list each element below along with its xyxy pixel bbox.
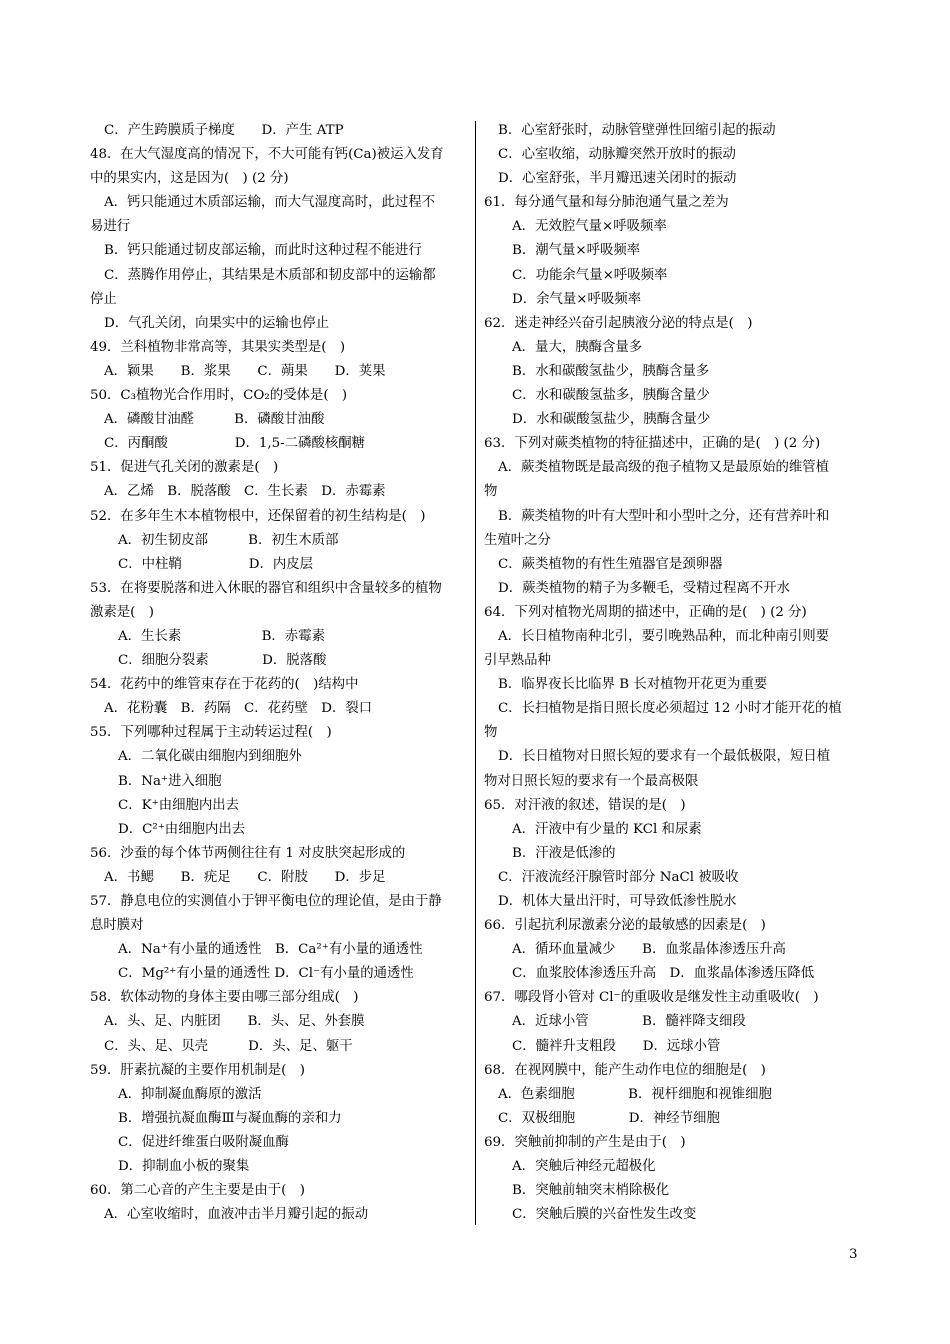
text-line: 激素是( ) (90, 604, 155, 620)
page-number: 3 (849, 1247, 858, 1262)
text-line: C．突触后膜的兴奋性发生改变 (512, 1207, 697, 1223)
text-line: 64．下列对植物光周期的描述中，正确的是( ) (2 分) (484, 604, 807, 620)
text-line: 48．在大气湿度高的情况下，不大可能有钙(Ca)被运入发育 (90, 147, 444, 163)
text-line: 58．软体动物的身体主要由哪三部分组成( ) (90, 990, 359, 1006)
text-line: C．蕨类植物的有性生殖器官是颈卵器 (498, 556, 723, 572)
text-line: 55．下列哪种过程属于主动转运过程( ) (90, 725, 332, 741)
text-line: C．功能余气量×呼吸频率 (512, 267, 668, 283)
text-line: 53．在将要脱落和进入休眠的器官和组织中含量较多的植物 (90, 580, 442, 596)
text-line: D．蕨类植物的精子为多鞭毛，受精过程离不开水 (498, 580, 790, 596)
right-column (484, 119, 866, 1227)
text-line: 67．哪段肾小管对 Cl⁻的重吸收是继发性主动重吸收( ) (484, 990, 819, 1006)
text-line: 66．引起抗利尿激素分泌的最敏感的因素是( ) (484, 918, 766, 934)
text-line: 息时膜对 (90, 918, 144, 934)
text-line: 54．花药中的维管束存在于花药的( )结构中 (90, 677, 359, 693)
column-divider (475, 121, 476, 1225)
text-line: 中的果实内，这是因为( ) (2 分) (90, 171, 289, 187)
text-line: 引早熟品种 (484, 653, 551, 669)
text-line: 物 (484, 725, 498, 741)
text-line: A．生长素 B．赤霉素 (118, 628, 325, 644)
text-line: A．花粉囊 B．药隔 C．花药壁 D．裂口 (104, 701, 373, 717)
text-line: 51．促进气孔关闭的激素是( ) (90, 460, 279, 476)
text-line: B．突触前轴突末梢除极化 (512, 1183, 670, 1199)
text-line: 69．突触前抑制的产生是由于( ) (484, 1134, 686, 1150)
text-line: A．无效腔气量×呼吸频率 (512, 219, 667, 235)
text-line: A．突触后神经元超极化 (512, 1159, 656, 1175)
text-line: C．Mg²⁺有小量的通透性 D．Cl⁻有小量的通透性 (118, 966, 414, 982)
text-line: 57．静息电位的实测值小于钾平衡电位的理论值，是由于静 (90, 894, 442, 909)
text-line: C．血浆胶体渗透压升高 D．血浆晶体渗透压降低 (512, 966, 815, 982)
text-line: 60．第二心音的产生主要是由于( ) (90, 1183, 305, 1199)
text-line: B．钙只能通过韧皮部运输，而此时这种过程不能进行 (104, 243, 422, 259)
text-line: B．潮气量×呼吸频率 (512, 243, 641, 259)
text-line: A．色素细胞 B．视杆细胞和视锥细胞 (498, 1086, 772, 1102)
text-line: D．水和碳酸氢盐少，胰酶含量少 (512, 412, 711, 428)
text-line: C．头、足、贝壳 D．头、足、躯干 (104, 1038, 353, 1054)
text-line: 61．每分通气量和每分肺泡通气量之差为 (484, 195, 729, 211)
text-line: D．C²⁺由细胞内出去 (118, 821, 246, 837)
text-line: 停止 (90, 291, 117, 307)
text-line: A．初生韧皮部 B．初生木质部 (118, 532, 339, 548)
text-line: A．长日植物南种北引，要引晚熟品种，而北种南引则要 (498, 628, 830, 644)
text-line: B．Na⁺进入细胞 (118, 773, 222, 789)
text-line: C．K⁺由细胞内出去 (118, 797, 240, 813)
text-line: 65．对汗液的叙述，错误的是( ) (484, 797, 686, 813)
text-line: D．机体大量出汗时，可导致低渗性脱水 (498, 894, 737, 909)
text-line: 63．下列对蕨类植物的特征描述中，正确的是( ) (2 分) (484, 436, 821, 452)
text-line: C．双极细胞 D．神经节细胞 (498, 1110, 720, 1126)
text-line: 50．C₃植物光合作用时，CO₂的受体是( ) (90, 388, 348, 404)
text-line: A．抑制凝血酶原的激活 (118, 1086, 262, 1102)
text-line: A．钙只能通过木质部运输，而大气湿度高时，此过程不 (104, 195, 436, 211)
text-line: A．蕨类植物既是最高级的孢子植物又是最原始的维管植 (498, 460, 830, 476)
text-line: A．近球小管 B．髓袢降支细段 (512, 1014, 746, 1030)
text-line: 56．沙蚕的每个体节两侧往往有 1 对皮肤突起形成的 (90, 845, 406, 861)
text-line: 59．肝素抗凝的主要作用机制是( ) (90, 1062, 305, 1078)
text-line: 62．迷走神经兴奋引起胰液分泌的特点是( ) (484, 315, 753, 331)
text-line: C．汗液流经汗腺管时部分 NaCl 被吸收 (498, 869, 739, 885)
text-line: C．促进纤维蛋白吸附凝血酶 (118, 1134, 289, 1150)
text-line: C．水和碳酸氢盐多，胰酶含量少 (512, 388, 710, 404)
text-line: D．长日植物对日照长短的要求有一个最低极限，短日植 (498, 749, 831, 765)
text-line: D．心室舒张，半月瓣迅速关闭时的振动 (498, 171, 737, 187)
text-line: C．中柱鞘 D．内皮层 (118, 556, 314, 572)
text-line: B．水和碳酸氢盐少，胰酶含量多 (512, 363, 710, 379)
text-line: B．蕨类植物的叶有大型叶和小型叶之分，还有营养叶和 (498, 508, 830, 524)
text-line: A．Na⁺有小量的通透性 B．Ca²⁺有小量的通透性 (118, 942, 423, 958)
text-line: C．心室收缩，动脉瓣突然开放时的振动 (498, 147, 736, 163)
text-line: C．蒸腾作用停止，其结果是木质部和韧皮部中的运输都 (104, 267, 436, 283)
text-line: 生殖叶之分 (484, 532, 551, 548)
text-line: C．产生跨膜质子梯度 D．产生 ATP (104, 123, 344, 138)
text-line: 物 (484, 484, 498, 500)
text-line: 49．兰科植物非常高等，其果实类型是( ) (90, 339, 346, 355)
text-line: A．循环血量减少 B．血浆晶体渗透压升高 (512, 942, 786, 958)
text-line: C．髓袢升支粗段 D．远球小管 (512, 1038, 721, 1054)
text-line: A．汗液中有少量的 KCl 和尿素 (512, 821, 702, 837)
text-line: C．长扫植物是指日照长度必须超过 12 小时才能开花的植 (498, 701, 842, 717)
text-line: A．量大，胰酶含量多 (512, 339, 643, 355)
text-line: 68．在视网膜中，能产生动作电位的细胞是( ) (484, 1062, 766, 1078)
text-line: 易进行 (90, 219, 131, 235)
text-line: D．余气量×呼吸频率 (512, 291, 642, 307)
text-line: C．细胞分裂素 D．脱落酸 (118, 653, 327, 669)
text-line: A．头、足、内脏团 B．头、足、外套膜 (104, 1014, 365, 1030)
text-line: 物对日照长短的要求有一个最高极限 (484, 773, 699, 789)
text-line: D．气孔关闭，向果实中的运输也停止 (104, 315, 329, 331)
text-line: B．汗液是低渗的 (512, 845, 616, 861)
text-line: A．颖果 B．浆果 C．蒴果 D．荚果 (104, 363, 386, 379)
text-line: A．乙烯 B．脱落酸 C．生长素 D．赤霉素 (104, 484, 386, 500)
text-line: A．二氧化碳由细胞内到细胞外 (118, 749, 302, 765)
text-line: D．抑制血小板的聚集 (118, 1159, 250, 1175)
text-line: A．磷酸甘油醛 B．磷酸甘油酸 (104, 412, 325, 428)
text-line: B．临界夜长比临界 B 长对植物开花更为重要 (498, 677, 768, 693)
text-line: B．增强抗凝血酶Ⅲ与凝血酶的亲和力 (118, 1110, 342, 1126)
text-line: A．心室收缩时，血液冲击半月瓣引起的振动 (104, 1207, 369, 1223)
left-column (90, 119, 470, 1227)
text-line: 52．在多年生木本植物根中，还保留着的初生结构是( ) (90, 508, 426, 524)
text-line: C．丙酮酸 D．1,5-二磷酸核酮糖 (104, 436, 366, 452)
text-line: A．书鳃 B．疣足 C．附肢 D．步足 (104, 869, 386, 885)
text-line: B．心室舒张时，动脉管壁弹性回缩引起的振动 (498, 123, 776, 138)
